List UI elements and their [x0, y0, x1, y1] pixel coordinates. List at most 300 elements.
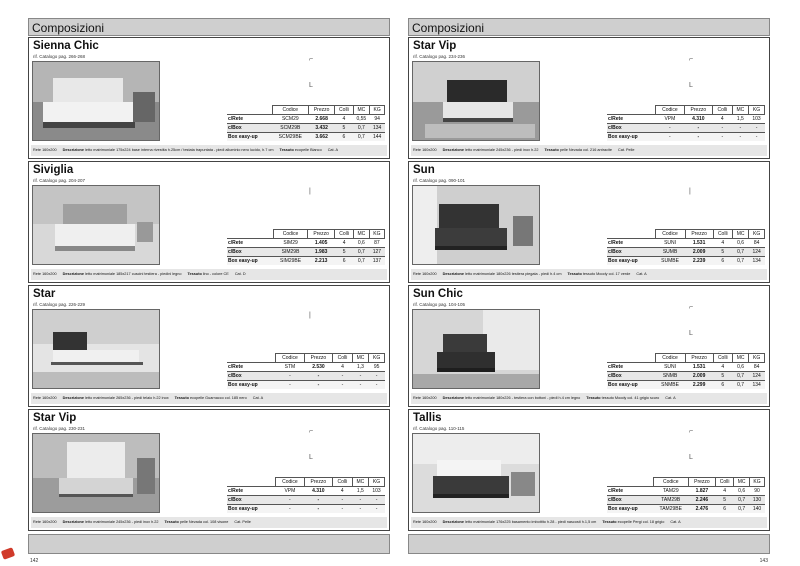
table-row [227, 133, 385, 142]
crop-mark-icon: | [689, 188, 691, 195]
col-header-mc: MC [732, 354, 748, 363]
col-header-colli: Colli [335, 230, 354, 239]
cell-colli: 5 [713, 248, 732, 257]
cell-code: SNMB [655, 372, 685, 381]
crop-mark-icon: ⌐ [689, 304, 694, 311]
col-header-mc: MC [352, 478, 369, 487]
product-photo [32, 185, 160, 265]
spec-bar [31, 517, 387, 528]
spec-tessuto-label: Tessuto [279, 148, 294, 152]
col-header-price: Prezzo [308, 230, 335, 239]
col-header-colli: Colli [333, 478, 353, 487]
cell-price: 2.530 [304, 363, 332, 372]
col-header-kg: KG [749, 354, 765, 363]
cell-code: SIM29B [274, 248, 308, 257]
spec-descr: letto matrimoniale 175x224 base interna rivestita h.25cm / testata trapuntata - piedi alluminio nero lucido, h.7 cm [85, 148, 274, 152]
spec-descr: letto matrimoniale 180x226 testiera piegata - piedi h.4 cm [465, 272, 562, 276]
catalog-reference: rif. Catalogo pag. 090-101 [413, 178, 466, 183]
cell-mc: - [352, 505, 369, 514]
cell-code: SIM29 [274, 239, 308, 248]
row-label: c/Rete [607, 115, 656, 124]
col-header-code: Codice [276, 354, 305, 363]
cell-colli: 4 [333, 487, 353, 496]
cell-colli: - [333, 505, 353, 514]
catalog-page-left [28, 18, 390, 564]
row-label: c/Rete [607, 363, 655, 372]
crop-mark-icon: L [689, 454, 693, 461]
spec-tessuto: ecopelle Guarnacco col. 185 nero [189, 396, 247, 400]
spec-tessuto: ecopelle Pergi col. 18 grigio [617, 520, 665, 524]
table-row [227, 257, 385, 266]
cell-mc: 0,7 [732, 257, 748, 266]
cell-code: TAM29BE [653, 505, 688, 514]
spec-descr-label: Descrizione [442, 272, 464, 276]
col-header-kg: KG [749, 106, 765, 115]
spec-cat: Cat. A [670, 520, 681, 524]
product-title: Sun [413, 164, 435, 176]
col-header-code: Codice [655, 230, 685, 239]
table-row [607, 133, 765, 142]
cell-price: 1.405 [308, 239, 335, 248]
spec-rete: Rete 160x200 [413, 148, 437, 152]
price-table [227, 105, 385, 141]
cell-mc: 0,6 [732, 363, 748, 372]
col-header-colli: Colli [335, 106, 353, 115]
table-row [607, 257, 765, 266]
spec-rete: Rete 160x200 [33, 148, 57, 152]
spec-descr: letto matrimoniale 176x225 basamento imbottito h.28 - piedi nascosti h.1,5 cm [465, 520, 597, 524]
cell-kg: 84 [749, 239, 765, 248]
product-photo [412, 185, 540, 265]
catalog-reference: rif. Catalogo pag. 266-268 [33, 54, 86, 59]
row-label: c/Rete [607, 239, 655, 248]
col-header-mc: MC [732, 106, 749, 115]
col-header-kg: KG [369, 354, 385, 363]
product-title: Siviglia [33, 164, 74, 176]
crop-mark-icon: | [309, 188, 311, 195]
cell-colli: 4 [335, 115, 353, 124]
table-row [227, 505, 385, 514]
col-header-colli: Colli [713, 230, 732, 239]
product-card-star-vip [28, 409, 390, 531]
col-header-mc: MC [732, 230, 748, 239]
spec-tessuto-label: Tessuto [567, 272, 582, 276]
spec-bar [31, 145, 387, 156]
cell-price: 3.432 [308, 124, 334, 133]
table-row [227, 372, 385, 381]
col-header-kg: KG [370, 106, 385, 115]
cell-price: 2.009 [685, 248, 713, 257]
cell-mc: 1,5 [732, 115, 749, 124]
cell-mc: - [732, 133, 749, 142]
spec-cat: Cat. A [252, 396, 264, 400]
product-card-sienna-chic [28, 37, 390, 159]
cell-colli: 6 [335, 257, 354, 266]
spec-bar [411, 517, 767, 528]
cell-code: - [656, 133, 684, 142]
table-row [227, 115, 385, 124]
col-header-code: Codice [272, 106, 308, 115]
spec-cat: Cat. Pelle [234, 520, 251, 524]
spec-cat: Cat. Pelle [617, 148, 635, 152]
row-label: Box easy-up [607, 257, 655, 266]
col-header-code: Codice [276, 478, 304, 487]
col-header-price: Prezzo [308, 106, 334, 115]
spec-cat: Cat. D [234, 272, 246, 276]
spec-tessuto-label: Tessuto [187, 272, 202, 276]
row-label: c/Box [607, 496, 653, 505]
cell-code: TAM29B [653, 496, 688, 505]
spec-bar [411, 269, 767, 280]
cell-mc: 0,55 [353, 115, 370, 124]
cell-price: 4.310 [304, 487, 332, 496]
col-header-colli: Colli [713, 106, 733, 115]
cell-kg: 134 [749, 381, 765, 390]
cell-price: 2.299 [685, 381, 713, 390]
spec-descr: letto matrimoniale 265x236 - piedi telaio h.22 inox [85, 396, 169, 400]
cell-kg: 103 [749, 115, 765, 124]
price-table [607, 229, 765, 265]
cell-colli: 6 [713, 381, 732, 390]
cell-kg: 124 [749, 248, 765, 257]
product-title: Sienna Chic [33, 40, 99, 52]
catalog-reference: rif. Catalogo pag. 230-231 [33, 426, 86, 431]
row-label: c/Rete [607, 487, 653, 496]
row-label: Box easy-up [607, 505, 653, 514]
cell-kg: 90 [749, 487, 764, 496]
cell-kg: 127 [369, 248, 384, 257]
cell-kg: - [369, 505, 385, 514]
cell-kg: - [369, 496, 385, 505]
price-table [227, 229, 385, 265]
cell-code: SUNI [655, 363, 685, 372]
spec-tessuto: tessuto Moody col. 17 verde [582, 272, 631, 276]
cell-mc: 0,6 [734, 487, 750, 496]
col-header-code: Codice [653, 478, 688, 487]
spec-rete: Rete 160x200 [413, 396, 437, 400]
table-row [227, 381, 385, 390]
product-title: Star [33, 288, 56, 300]
cell-colli: - [333, 496, 353, 505]
spec-descr-label: Descrizione [62, 272, 84, 276]
spec-tessuto-label: Tessuto [544, 148, 559, 152]
col-header-kg: KG [749, 230, 765, 239]
cell-mc: 0,7 [734, 505, 750, 514]
spec-descr-label: Descrizione [62, 520, 84, 524]
product-photo [412, 61, 540, 141]
product-photo [32, 309, 160, 389]
cell-price: 1.531 [685, 239, 713, 248]
spec-tessuto-label: Tessuto [164, 520, 179, 524]
product-photo [32, 433, 160, 513]
cell-mc: 0,6 [353, 239, 369, 248]
cell-price: 1.983 [308, 248, 335, 257]
col-header-price: Prezzo [304, 354, 332, 363]
cell-kg: 144 [370, 133, 385, 142]
col-header-kg: KG [369, 230, 384, 239]
cell-colli: 5 [335, 124, 353, 133]
price-table [227, 353, 385, 389]
cell-kg: - [749, 124, 765, 133]
product-card-star [28, 285, 390, 407]
table-row [227, 248, 385, 257]
row-label: c/Rete [227, 487, 276, 496]
price-table [227, 477, 385, 513]
col-header-colli: Colli [333, 354, 353, 363]
cell-colli: 6 [715, 505, 733, 514]
cell-code: SUNI [655, 239, 685, 248]
cell-colli: 4 [713, 239, 732, 248]
cell-price: 1.827 [688, 487, 715, 496]
spec-tessuto-label: Tessuto [174, 396, 189, 400]
cell-code: TAM29 [653, 487, 688, 496]
spec-tessuto: ecopelle Bianco [294, 148, 322, 152]
table-row [607, 239, 765, 248]
catalog-page-right [408, 18, 770, 564]
table-row [227, 124, 385, 133]
spec-cat: Cat. A [327, 148, 339, 152]
cell-kg: - [369, 372, 385, 381]
cell-colli: 6 [335, 133, 353, 142]
footer-bar [28, 534, 390, 554]
spec-descr: letto matrimoniale 245x236 - piedi inox h.22 [85, 520, 159, 524]
table-row [227, 363, 385, 372]
cell-kg: 84 [749, 363, 765, 372]
crop-mark-icon: ⌐ [689, 56, 694, 63]
cell-price: - [304, 372, 332, 381]
table-row [607, 363, 765, 372]
cell-colli: 5 [715, 496, 733, 505]
table-row [227, 487, 385, 496]
product-photo [412, 309, 540, 389]
row-label: Box easy-up [227, 505, 276, 514]
spec-descr: letto matrimoniale 180x226 - testiera con bottoni - piedi h.4 cm legno [465, 396, 581, 400]
spec-descr-label: Descrizione [442, 148, 464, 152]
cell-code: VPM [276, 487, 304, 496]
cell-price: 2.668 [308, 115, 334, 124]
row-label: c/Rete [227, 115, 272, 124]
col-header-code: Codice [655, 354, 685, 363]
section-header: Composizioni [408, 18, 770, 36]
cell-code: - [276, 505, 304, 514]
table-row [607, 372, 765, 381]
catalog-reference: rif. Catalogo pag. 204-207 [33, 178, 86, 183]
crop-mark-icon: L [689, 82, 693, 89]
table-row [607, 248, 765, 257]
product-card-tallis [408, 409, 770, 531]
cell-mc: 0,7 [734, 496, 750, 505]
spec-bar [411, 145, 767, 156]
spec-bar [411, 393, 767, 404]
col-header-price: Prezzo [304, 478, 332, 487]
cell-kg: 134 [749, 257, 765, 266]
row-label: c/Box [607, 248, 655, 257]
cell-mc: 0,6 [732, 239, 748, 248]
product-title: Star Vip [33, 412, 77, 424]
spec-tessuto-label: Tessuto [602, 520, 617, 524]
table-row [607, 115, 765, 124]
cell-colli: 5 [335, 248, 354, 257]
product-title: Sun Chic [413, 288, 463, 300]
spec-cat: Cat. A [636, 272, 647, 276]
cell-colli: 5 [713, 372, 732, 381]
product-card-sun [408, 161, 770, 283]
price-table [607, 353, 765, 389]
cell-mc: - [352, 381, 369, 390]
spec-descr-label: Descrizione [442, 520, 464, 524]
spec-descr-label: Descrizione [62, 396, 84, 400]
spec-tessuto: pelle Nevada col. 108 visone [179, 520, 229, 524]
spec-tessuto-label: Tessuto [586, 396, 601, 400]
cell-code: SCM29BE [272, 133, 308, 142]
row-label: c/Box [227, 496, 276, 505]
col-header-kg: KG [749, 478, 764, 487]
cell-code: - [276, 381, 305, 390]
cell-mc: 0,7 [732, 248, 748, 257]
cell-colli: 6 [713, 257, 732, 266]
row-label: c/Box [227, 248, 274, 257]
table-row [227, 239, 385, 248]
cell-colli: 4 [333, 363, 353, 372]
row-label: Box easy-up [227, 381, 276, 390]
row-label: c/Rete [227, 363, 276, 372]
crop-mark-icon: ⌐ [309, 56, 314, 63]
cell-kg: 134 [370, 124, 385, 133]
cell-mc: 0,7 [732, 372, 748, 381]
row-label: Box easy-up [607, 133, 656, 142]
spec-bar [31, 269, 387, 280]
catalog-reference: rif. Catalogo pag. 226-229 [33, 302, 86, 307]
crop-mark-icon: ⌐ [689, 428, 694, 435]
table-row [607, 124, 765, 133]
spec-rete: Rete 160x200 [33, 396, 57, 400]
table-row [607, 381, 765, 390]
cell-price: 2.009 [685, 372, 713, 381]
cell-colli: - [713, 133, 733, 142]
cell-price: - [304, 381, 332, 390]
cell-price: 1.531 [685, 363, 713, 372]
catalog-reference: rif. Catalogo pag. 110-115 [413, 426, 465, 431]
product-card-siviglia [28, 161, 390, 283]
cell-code: SCM29 [272, 115, 308, 124]
row-label: c/Box [227, 372, 276, 381]
col-header-code: Codice [656, 106, 684, 115]
product-card-star-vip [408, 37, 770, 159]
cell-price: 2.213 [308, 257, 335, 266]
cell-colli: - [713, 124, 733, 133]
cell-kg: 124 [749, 372, 765, 381]
spec-cat: Cat. A [665, 396, 676, 400]
product-photo [412, 433, 540, 513]
spec-rete: Rete 160x200 [413, 272, 437, 276]
cell-kg: - [369, 381, 385, 390]
product-card-sun-chic [408, 285, 770, 407]
cell-price: - [304, 505, 332, 514]
spec-descr: letto matrimoniale 245x236 - piedi inox h.22 [465, 148, 539, 152]
table-row [607, 496, 765, 505]
row-label: Box easy-up [227, 257, 274, 266]
spec-tessuto: tessuto Moody col. 41 grigio scuro [601, 396, 660, 400]
price-table [607, 477, 765, 513]
cell-kg: - [749, 133, 765, 142]
catalog-reference: rif. Catalogo pag. 104-105 [413, 302, 466, 307]
cell-mc: - [352, 372, 369, 381]
cell-mc: 1,3 [352, 363, 369, 372]
cell-mc: 0,7 [353, 257, 369, 266]
page-number: 143 [759, 558, 768, 564]
cell-mc: 0,7 [353, 133, 370, 142]
product-title: Star Vip [413, 40, 457, 52]
cell-kg: 130 [749, 496, 764, 505]
cell-colli: - [333, 372, 353, 381]
spec-descr-label: Descrizione [62, 148, 84, 152]
cell-code: - [276, 496, 304, 505]
table-row [607, 505, 765, 514]
cell-kg: 140 [749, 505, 764, 514]
col-header-price: Prezzo [685, 354, 713, 363]
col-header-colli: Colli [715, 478, 733, 487]
cell-mc: 0,7 [732, 381, 748, 390]
cell-price: 3.662 [308, 133, 334, 142]
col-header-mc: MC [353, 230, 369, 239]
spec-tessuto: lino - colore CE [202, 272, 229, 276]
crop-mark-icon: ⌐ [309, 428, 314, 435]
cell-kg: 137 [369, 257, 384, 266]
cell-code: VPM [656, 115, 684, 124]
cell-mc: 1,5 [352, 487, 369, 496]
col-header-mc: MC [734, 478, 750, 487]
row-label: Box easy-up [227, 133, 272, 142]
cell-code: STM [276, 363, 305, 372]
row-label: c/Rete [227, 239, 274, 248]
col-header-colli: Colli [713, 354, 732, 363]
cell-price: 2.246 [688, 496, 715, 505]
cell-colli: 4 [713, 363, 732, 372]
crop-mark-icon: L [309, 454, 313, 461]
row-label: c/Box [227, 124, 272, 133]
cell-code: SUMB [655, 248, 685, 257]
cell-price: - [684, 133, 712, 142]
cell-colli: 4 [335, 239, 354, 248]
col-header-code: Codice [274, 230, 308, 239]
cell-price: 2.239 [685, 257, 713, 266]
table-row [607, 487, 765, 496]
cell-kg: 94 [370, 115, 385, 124]
cell-price: 4.310 [684, 115, 712, 124]
row-label: c/Box [607, 124, 656, 133]
section-header: Composizioni [28, 18, 390, 36]
cell-price: 2.476 [688, 505, 715, 514]
col-header-kg: KG [369, 478, 385, 487]
cell-colli: 4 [715, 487, 733, 496]
brand-logo-icon [1, 547, 15, 560]
spec-descr: letto matrimoniale 185x217 cuscini testiera - piedini legno [85, 272, 182, 276]
page-number: 142 [30, 558, 39, 564]
cell-mc: - [352, 496, 369, 505]
price-table [607, 105, 765, 141]
cell-mc: 0,7 [353, 124, 370, 133]
col-header-mc: MC [352, 354, 369, 363]
col-header-price: Prezzo [685, 230, 713, 239]
spec-descr-label: Descrizione [442, 396, 464, 400]
row-label: Box easy-up [607, 381, 655, 390]
cell-code: SIM29BE [274, 257, 308, 266]
crop-mark-icon: L [309, 82, 313, 89]
product-title: Tallis [413, 412, 442, 424]
row-label: c/Box [607, 372, 655, 381]
cell-price: - [304, 496, 332, 505]
table-row [227, 496, 385, 505]
